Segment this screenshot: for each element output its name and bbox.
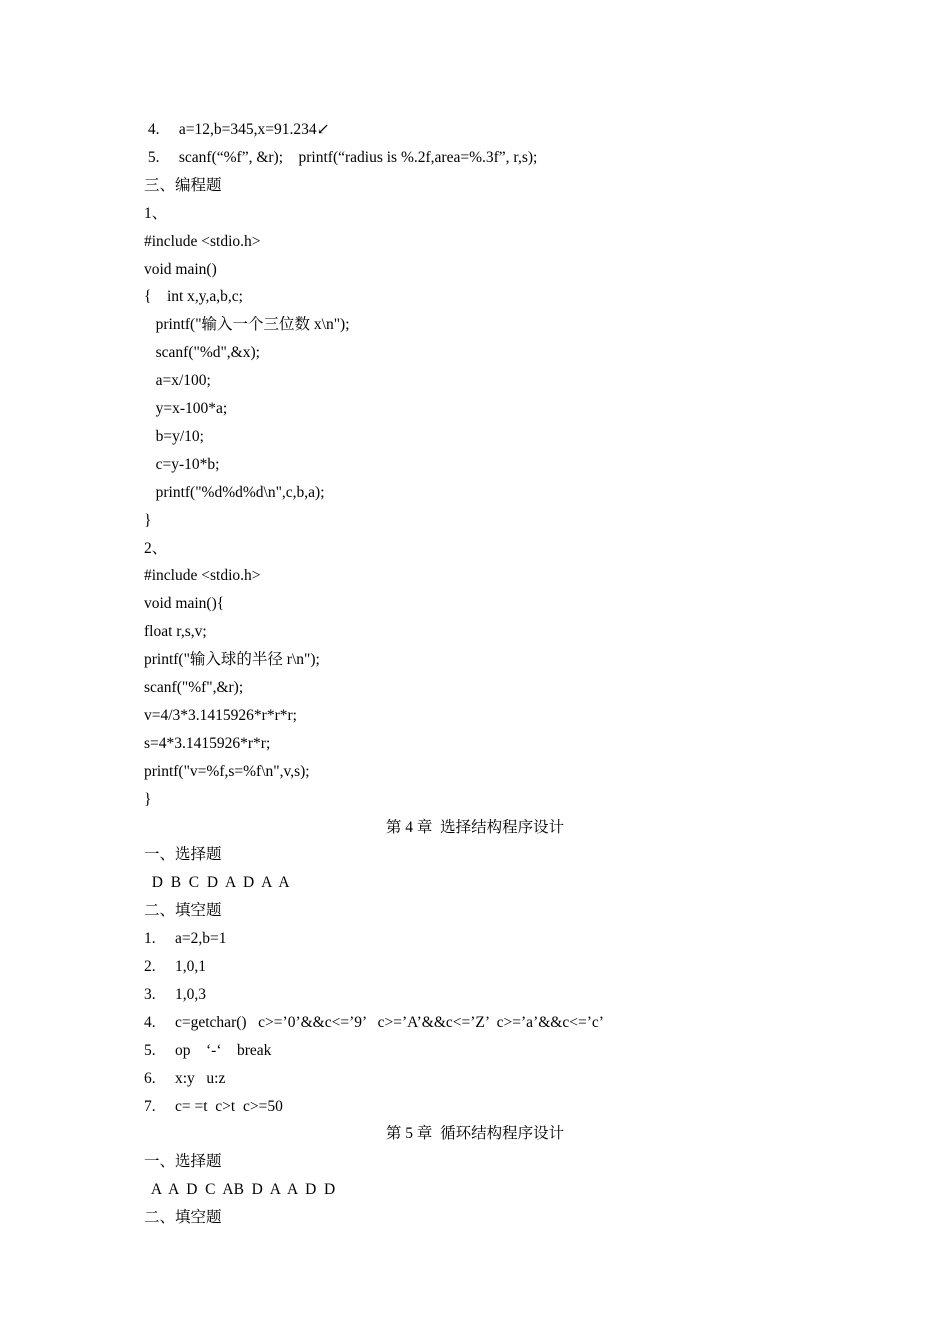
text-line: A A D C AB D A A D D: [144, 1181, 336, 1199]
text-line: }: [144, 790, 152, 808]
text-line: 三、编程题: [144, 176, 222, 194]
text-line: 二、填空题: [144, 1209, 222, 1227]
text-line: #include <stdio.h>: [144, 232, 261, 250]
text-line: 5. op ‘-‘ break: [144, 1041, 272, 1059]
text-line: void main(){: [144, 595, 225, 613]
text-line: }: [144, 511, 152, 529]
text-line: printf("v=%f,s=%f\n",v,s);: [144, 762, 310, 780]
text-line: s=4*3.1415926*r*r;: [144, 734, 271, 752]
chapter-heading: 第 4 章 选择结构程序设计: [385, 818, 565, 836]
text-line: scanf("%f",&r);: [144, 679, 244, 696]
text-line: D B C D A D A A: [144, 874, 290, 892]
text-line: scanf("%d",&x);: [144, 344, 260, 362]
text-line: void main(): [144, 260, 217, 278]
text-line: 一、选择题: [144, 1153, 222, 1171]
text-line: printf("输入一个三位数 x\n");: [144, 316, 350, 334]
text-line: { int x,y,a,b,c;: [144, 288, 243, 306]
text-line: float r,s,v;: [144, 623, 207, 641]
text-line: c=y-10*b;: [144, 455, 220, 473]
text-line: 6. x:y u:z: [144, 1069, 226, 1087]
text-line: 1、: [144, 204, 168, 222]
text-line: 4. a=12,b=345,x=91.234↙: [144, 121, 330, 138]
text-line: 4. c=getchar() c>=’0’&&c<=’9’ c>=’A’&&c<=’Z’ c>=’a’&&c<=’c’: [144, 1013, 604, 1031]
text-line: 一、选择题: [144, 846, 222, 864]
text-line: printf("输入球的半径 r\n");: [144, 651, 320, 669]
text-line: 1. a=2,b=1: [144, 930, 227, 948]
text-line: 2. 1,0,1: [144, 958, 206, 975]
text-line: 2、: [144, 539, 168, 557]
text-line: printf("%d%d%d\n",c,b,a);: [144, 483, 325, 501]
text-line: 3. 1,0,3: [144, 985, 206, 1003]
chapter-heading: 第 5 章 循环结构程序设计: [385, 1125, 565, 1143]
text-line: 5. scanf(“%f”, &r); printf(“radius is %.2f,area=%.3f”, r,s);: [144, 148, 538, 166]
text-line: 二、填空题: [144, 902, 222, 920]
text-line: #include <stdio.h>: [144, 567, 261, 585]
text-line: v=4/3*3.1415926*r*r*r;: [144, 706, 297, 724]
text-line: 7. c= =t c>t c>=50: [144, 1097, 283, 1115]
text-line: y=x-100*a;: [144, 400, 228, 417]
text-line: a=x/100;: [144, 372, 211, 390]
text-line: b=y/10;: [144, 427, 204, 445]
